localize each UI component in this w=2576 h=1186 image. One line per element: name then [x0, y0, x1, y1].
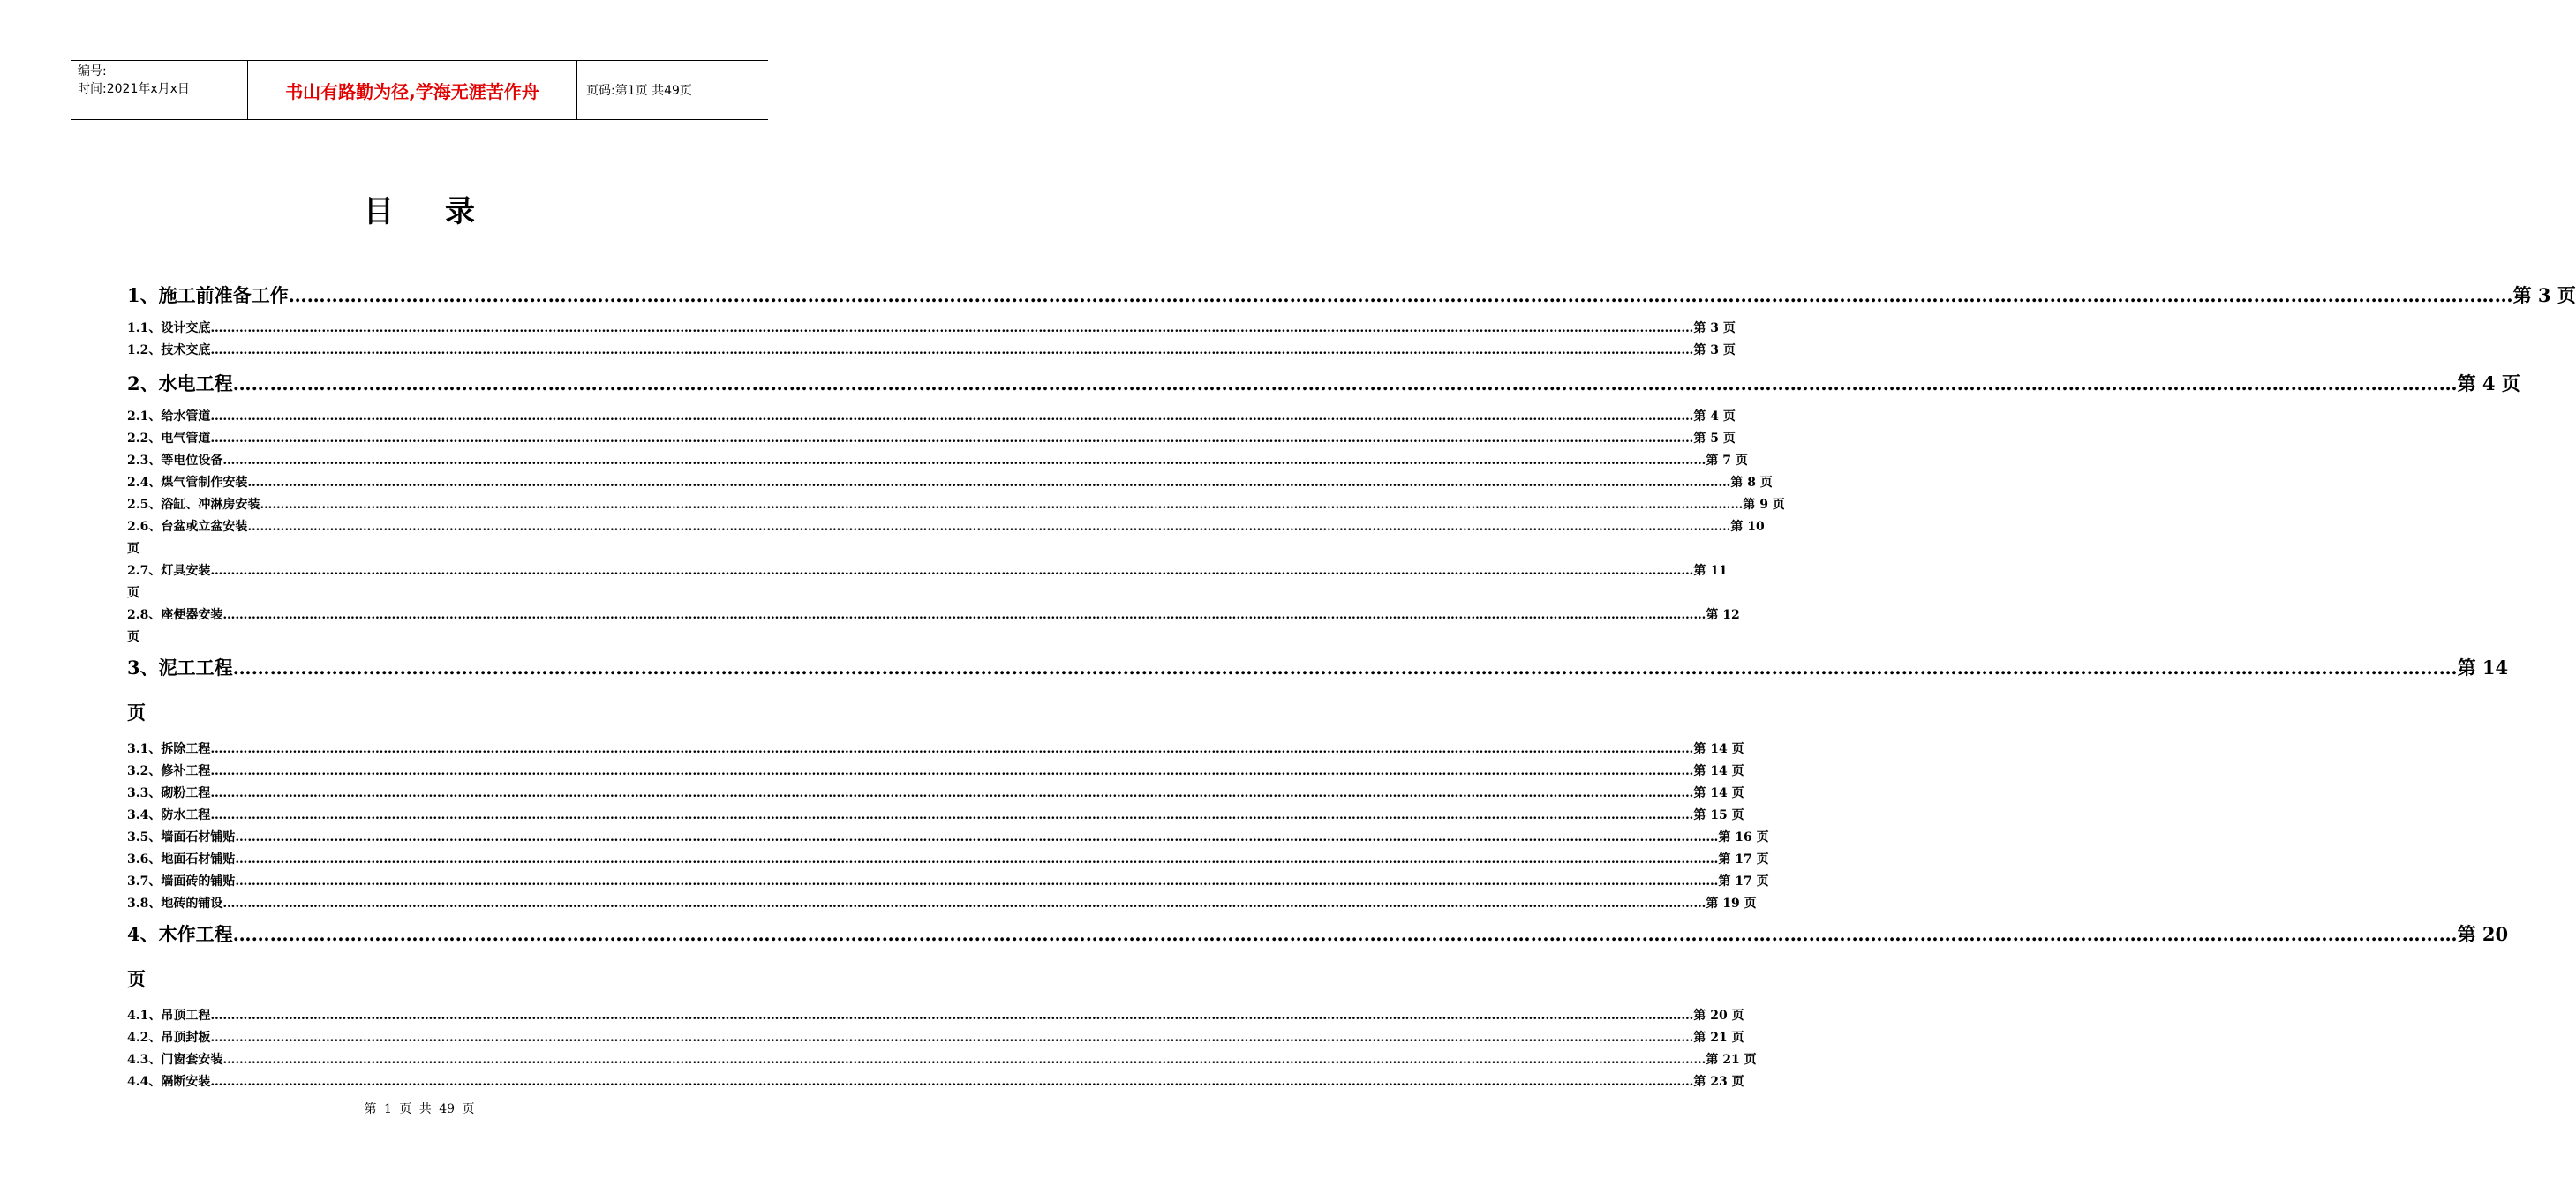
toc-entry-page: 第 3 页 [1693, 343, 1736, 357]
toc-entry-page: 第 3 页 [1693, 321, 1736, 335]
toc-entry-page: 第 16 页 [1718, 830, 1769, 844]
toc-entry-label: 3.5、墙面石材铺贴 [127, 830, 236, 844]
toc-section-entry[interactable] [127, 560, 1728, 582]
toc-entry-label: 3.7、墙面砖的铺贴 [127, 874, 236, 889]
toc-entry-label: 2.2、电气管道 [127, 432, 211, 446]
toc-entry-page-continuation: 页 [127, 968, 146, 990]
table-of-contents [127, 274, 2576, 1093]
toc-entry-page: 第 21 页 [1706, 1053, 1757, 1067]
toc-entry-page: 第 10 [1730, 520, 1765, 534]
toc-section-entry[interactable] [127, 1027, 1744, 1049]
toc-entry-label: 3.8、地砖的铺设 [127, 897, 223, 911]
toc-section-entry[interactable] [127, 450, 1748, 472]
toc-section-entry[interactable] [127, 604, 1740, 627]
toc-section-entry[interactable] [127, 494, 1785, 516]
toc-chapter-entry[interactable] [127, 362, 2520, 406]
toc-entry-label: 1.1、设计交底 [127, 321, 211, 335]
page-title: 目录 [364, 194, 526, 229]
page-header [71, 60, 768, 120]
toc-entry-page: 第 4 页 [2457, 372, 2520, 394]
toc-leader-dots: ……………………………………………………………………………………………………………………………………………………………………………………………………………………………………………………………………………………………………………………………… [288, 284, 2513, 306]
toc-entry-page: 第 19 页 [1706, 897, 1757, 911]
toc-entry-label: 2.7、灯具安装 [127, 564, 211, 578]
toc-section-entry[interactable] [127, 1071, 1744, 1093]
toc-entry-page: 第 7 页 [1706, 454, 1748, 468]
toc-section-entry[interactable] [127, 318, 1736, 340]
toc-section-entry[interactable] [127, 516, 1765, 538]
toc-section-entry[interactable] [127, 827, 1769, 849]
toc-leader-dots: ……………………………………………………………………………………………………………………………………………………………………………………………………………………………………………………………………………………………………………………………… [210, 343, 1694, 357]
toc-entry-label: 2.6、台盆或立盆安装 [127, 520, 248, 534]
toc-leader-dots: ……………………………………………………………………………………………………………………………………………………………………………………………………………………………………………………………………………………………………………………………… [235, 830, 1719, 844]
toc-entry-page: 第 12 [1706, 608, 1740, 622]
toc-entry-page: 第 9 页 [1743, 498, 1785, 512]
toc-leader-dots: ……………………………………………………………………………………………………………………………………………………………………………………………………………………………………………………………………………………………………………………………… [222, 1053, 1706, 1067]
toc-leader-dots: ……………………………………………………………………………………………………………………………………………………………………………………………………………………………………………………………………………………………………………………………… [247, 520, 1731, 534]
toc-leader-dots: ……………………………………………………………………………………………………………………………………………………………………………………………………………………………………………………………………………………………………………………………… [210, 409, 1694, 424]
toc-entry-label: 4、木作工程 [127, 923, 233, 945]
toc-entry-page: 第 17 页 [1718, 852, 1769, 867]
toc-leader-dots: ……………………………………………………………………………………………………………………………………………………………………………………………………………………………………………………………………………………………………………………………… [210, 1031, 1694, 1045]
toc-entry-label: 1.2、技术交底 [127, 343, 211, 357]
toc-entry-label: 2.8、座便器安装 [127, 608, 223, 622]
toc-entry-page-continuation: 页 [127, 702, 146, 724]
header-date-label: 时间:2021年x月x日 [78, 82, 190, 96]
toc-section-entry[interactable] [127, 761, 1744, 783]
toc-entry-label: 3、泥工工程 [127, 657, 233, 679]
toc-entry-label: 3.3、砌粉工程 [127, 786, 211, 800]
toc-leader-dots: ……………………………………………………………………………………………………………………………………………………………………………………………………………………………………………………………………………………………………………………………… [210, 432, 1694, 446]
toc-entry-label: 4.3、门窗套安装 [127, 1053, 223, 1067]
toc-entry-page: 第 14 页 [1693, 764, 1744, 778]
toc-entry-page: 第 15 页 [1693, 808, 1744, 822]
toc-entry-page: 第 21 页 [1693, 1031, 1744, 1045]
toc-section-entry[interactable] [127, 871, 1769, 893]
toc-section-entry[interactable] [127, 849, 1769, 871]
header-page-info: 页码:第1页 共49页 [586, 84, 692, 98]
toc-leader-dots: ……………………………………………………………………………………………………………………………………………………………………………………………………………………………………………………………………………………………………………………………… [222, 454, 1706, 468]
toc-leader-dots: ……………………………………………………………………………………………………………………………………………………………………………………………………………………………………………………………………………………………………………………………… [210, 808, 1694, 822]
toc-entry-label: 2.1、给水管道 [127, 409, 211, 424]
toc-section-entry[interactable] [127, 783, 1744, 805]
toc-entry-page: 第 3 页 [2512, 284, 2576, 306]
toc-section-entry[interactable] [127, 805, 1744, 827]
header-motto: 书山有路勤为径,学海无涯苦作舟 [248, 61, 577, 119]
toc-chapter-entry[interactable] [127, 274, 2576, 318]
page-footer: 第 1 页 共 49 页 [364, 1102, 475, 1116]
toc-entry-page: 第 14 [2457, 657, 2509, 679]
toc-leader-dots: ……………………………………………………………………………………………………………………………………………………………………………………………………………………………………………………………………………………………………………………………… [210, 1009, 1694, 1023]
toc-entry-label: 4.2、吊顶封板 [127, 1031, 211, 1045]
toc-leader-dots: ……………………………………………………………………………………………………………………………………………………………………………………………………………………………………………………………………………………………………………………………… [232, 923, 2458, 945]
toc-entry-page: 第 11 [1693, 564, 1728, 578]
toc-leader-dots: ……………………………………………………………………………………………………………………………………………………………………………………………………………………………………………………………………………………………………………………………… [210, 786, 1694, 800]
toc-entry-page: 第 20 页 [1693, 1009, 1744, 1023]
toc-entry-page: 第 17 页 [1718, 874, 1769, 889]
toc-entry-page: 第 4 页 [1693, 409, 1736, 424]
toc-section-entry[interactable] [127, 340, 1736, 362]
header-number-label: 编号: [78, 64, 107, 79]
toc-entry-label: 3.2、修补工程 [127, 764, 211, 778]
toc-entry-page: 第 8 页 [1730, 476, 1773, 490]
toc-section-entry[interactable] [127, 428, 1736, 450]
toc-leader-dots: ……………………………………………………………………………………………………………………………………………………………………………………………………………………………………………………………………………………………………………………………… [222, 608, 1706, 622]
toc-entry-page: 第 14 页 [1693, 786, 1744, 800]
toc-section-entry[interactable] [127, 893, 1757, 915]
toc-leader-dots: ……………………………………………………………………………………………………………………………………………………………………………………………………………………………………………………………………………………………………………………………… [210, 1075, 1694, 1089]
toc-leader-dots: ……………………………………………………………………………………………………………………………………………………………………………………………………………………………………………………………………………………………………………………………… [210, 321, 1694, 335]
header-info-cell [71, 61, 248, 119]
toc-section-entry[interactable] [127, 1049, 1757, 1071]
toc-entry-label: 3.1、拆除工程 [127, 742, 211, 756]
toc-section-entry[interactable] [127, 739, 1744, 761]
toc-leader-dots: ……………………………………………………………………………………………………………………………………………………………………………………………………………………………………………………………………………………………………………………………… [232, 657, 2458, 679]
toc-section-entry[interactable] [127, 406, 1736, 428]
toc-entry-page-continuation: 页 [127, 630, 139, 644]
toc-entry-page: 第 20 [2457, 923, 2509, 945]
toc-entry-page: 第 5 页 [1693, 432, 1736, 446]
toc-chapter-entry[interactable] [127, 915, 2509, 954]
toc-entry-label: 1、施工前准备工作 [127, 284, 289, 306]
toc-entry-label: 3.6、地面石材铺贴 [127, 852, 236, 867]
toc-chapter-entry[interactable] [127, 649, 2509, 687]
toc-leader-dots: ……………………………………………………………………………………………………………………………………………………………………………………………………………………………………………………………………………………………………………………………… [222, 897, 1706, 911]
toc-entry-label: 2.3、等电位设备 [127, 454, 223, 468]
toc-section-entry[interactable] [127, 472, 1773, 494]
toc-entry-page: 第 14 页 [1693, 742, 1744, 756]
toc-entry-page-continuation: 页 [127, 542, 139, 556]
toc-leader-dots: ……………………………………………………………………………………………………………………………………………………………………………………………………………………………………………………………………………………………………………………………… [235, 852, 1719, 867]
toc-section-entry[interactable] [127, 1005, 1744, 1027]
toc-entry-label: 2、水电工程 [127, 372, 233, 394]
toc-leader-dots: ……………………………………………………………………………………………………………………………………………………………………………………………………………………………………………………………………………………………………………………………… [210, 564, 1694, 578]
toc-leader-dots: ……………………………………………………………………………………………………………………………………………………………………………………………………………………………………………………………………………………………………………………………… [210, 764, 1694, 778]
toc-entry-label: 4.1、吊顶工程 [127, 1009, 211, 1023]
toc-entry-label: 2.5、浴缸、冲淋房安装 [127, 498, 260, 512]
toc-leader-dots: ……………………………………………………………………………………………………………………………………………………………………………………………………………………………………………………………………………………………………………………………… [260, 498, 1744, 512]
toc-leader-dots: ……………………………………………………………………………………………………………………………………………………………………………………………………………………………………………………………………………………………………………………………… [235, 874, 1719, 889]
toc-entry-label: 2.4、煤气管制作安装 [127, 476, 248, 490]
toc-entry-page-continuation: 页 [127, 586, 139, 600]
toc-leader-dots: ……………………………………………………………………………………………………………………………………………………………………………………………………………………………………………………………………………………………………………………………… [232, 372, 2458, 394]
toc-entry-label: 4.4、隔断安装 [127, 1075, 211, 1089]
toc-leader-dots: ……………………………………………………………………………………………………………………………………………………………………………………………………………………………………………………………………………………………………………………………… [210, 742, 1694, 756]
toc-leader-dots: ……………………………………………………………………………………………………………………………………………………………………………………………………………………………………………………………………………………………………………………………… [247, 476, 1731, 490]
toc-entry-label: 3.4、防水工程 [127, 808, 211, 822]
toc-entry-page: 第 23 页 [1693, 1075, 1744, 1089]
